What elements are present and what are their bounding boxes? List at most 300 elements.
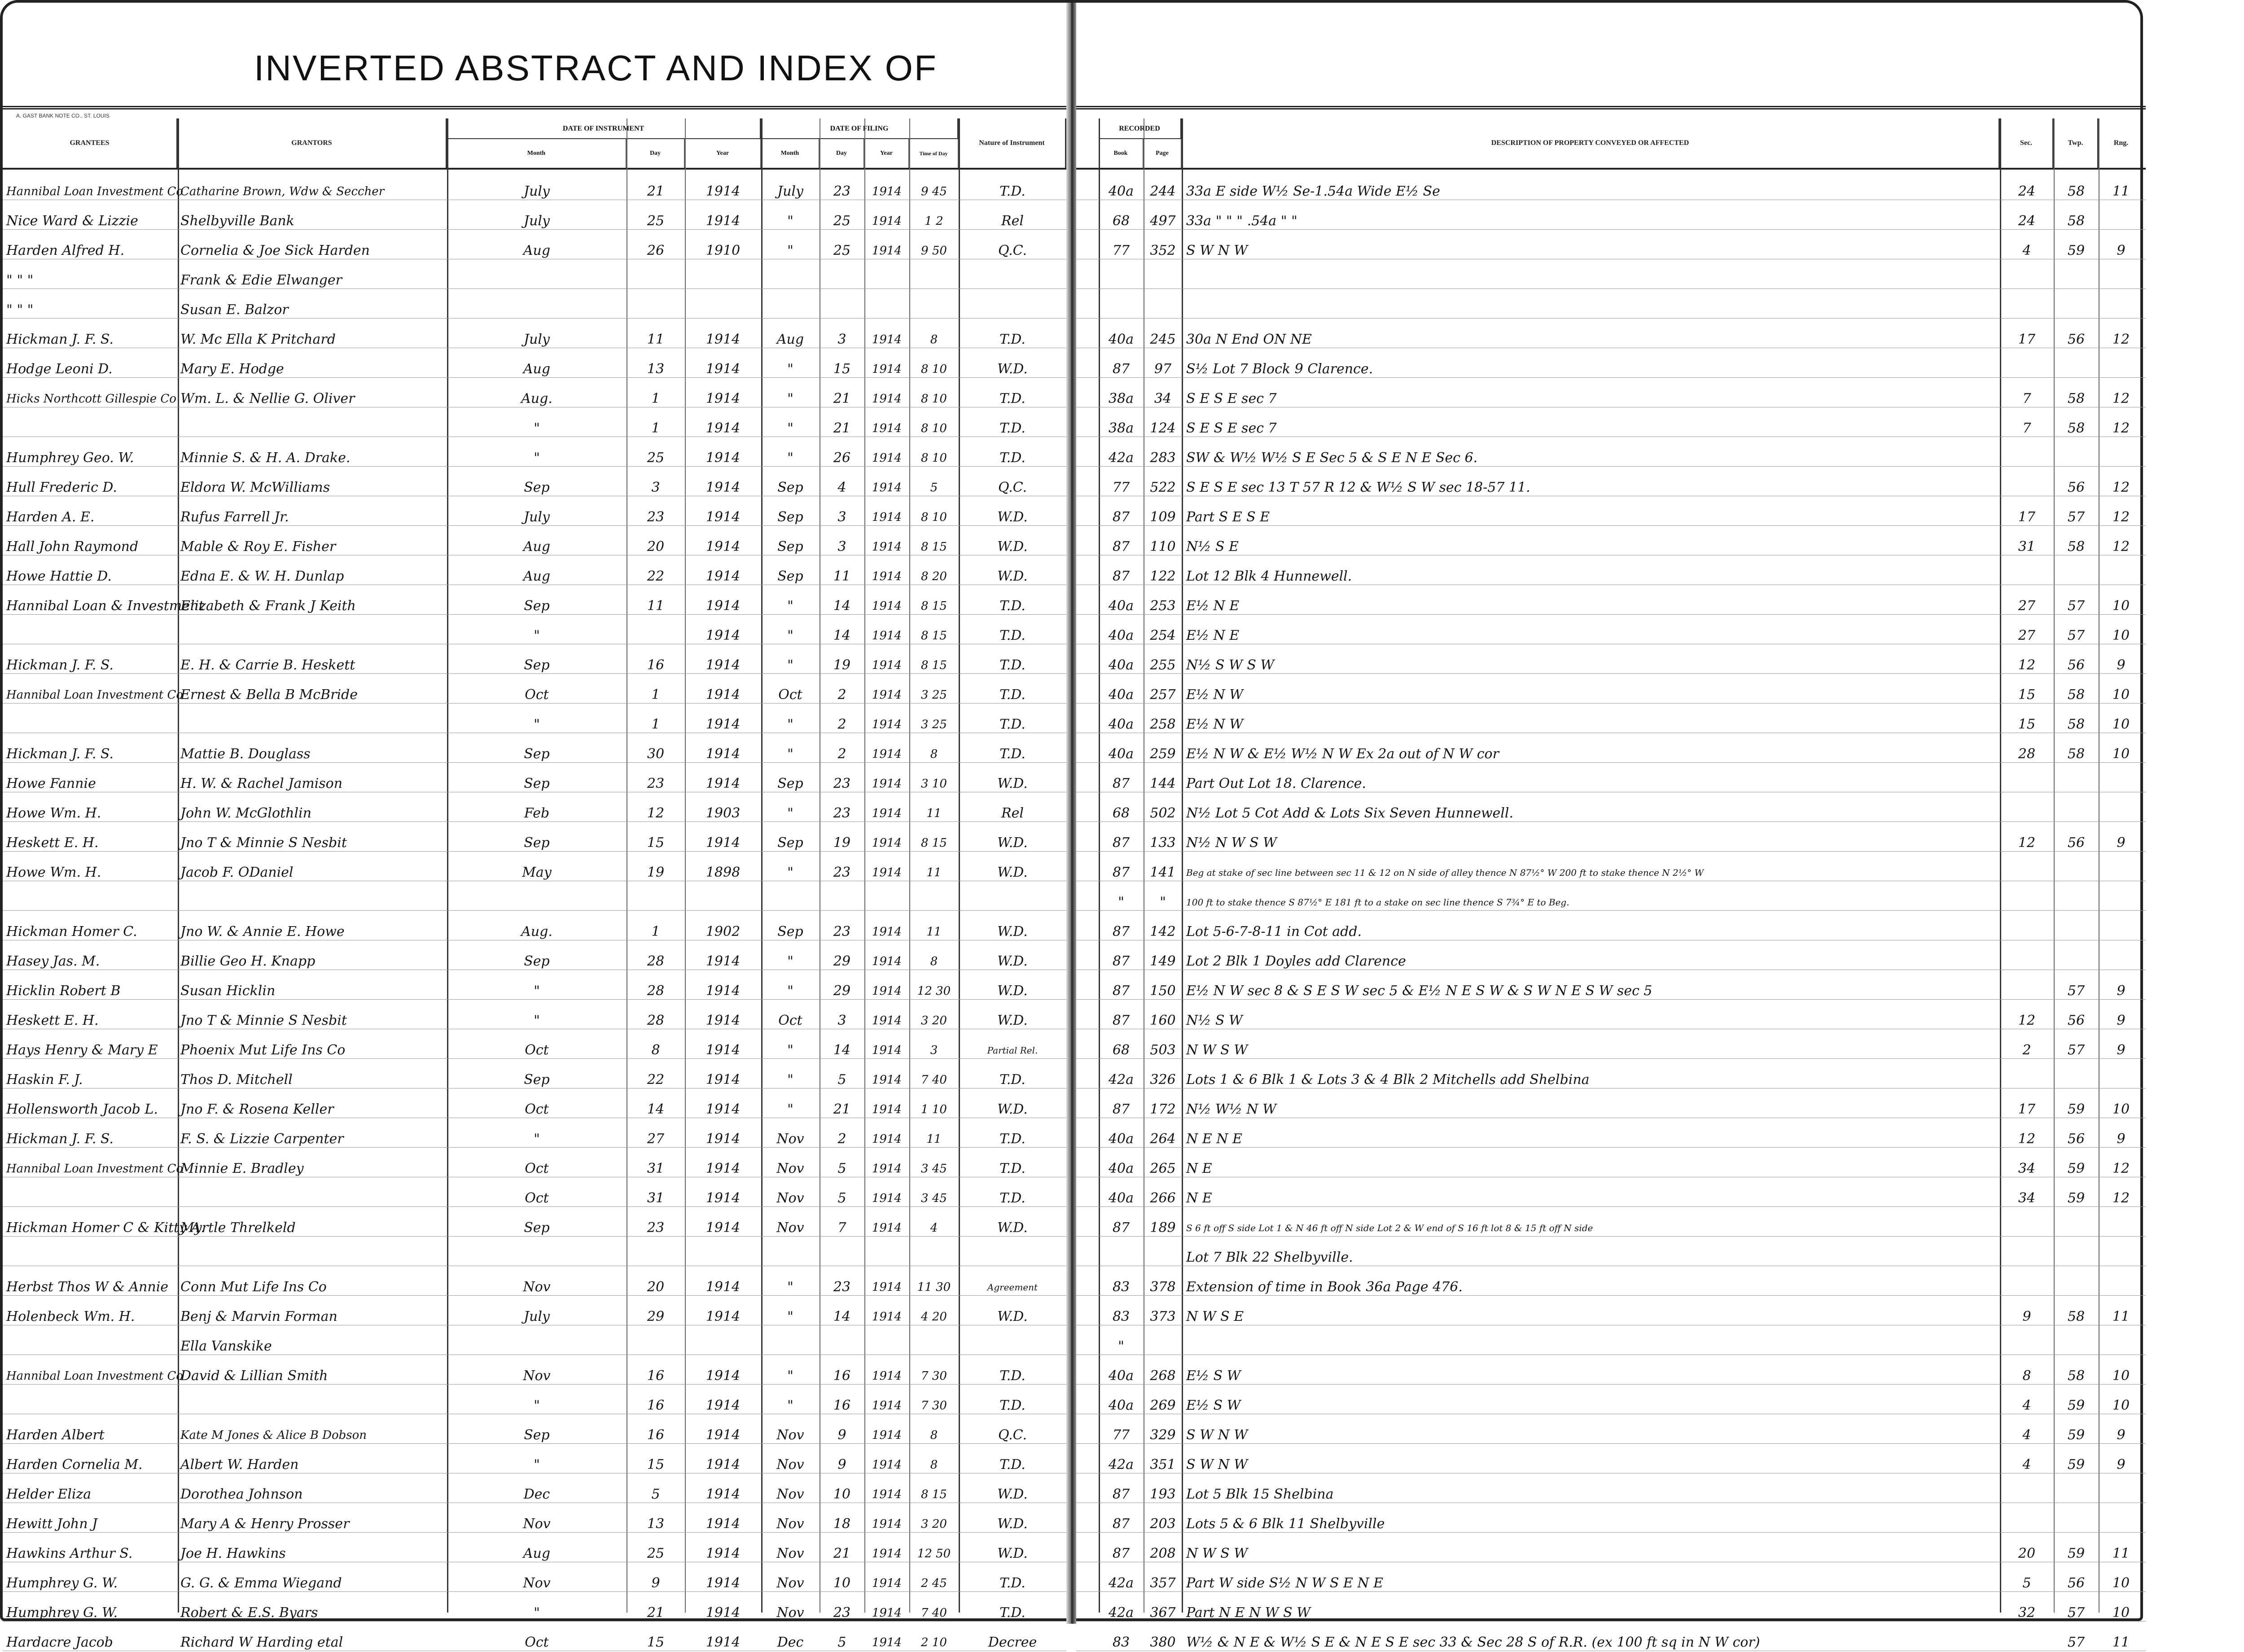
section: 27 [2018,628,2036,643]
table-row [1076,567,2146,585]
filing-month: " [787,657,793,673]
grantor-cell: Minnie E. Bradley [180,1161,304,1176]
filing-time: 12 30 [917,984,951,998]
table-row [3,1604,1066,1621]
instrument-month: " [534,1131,540,1147]
instrument-day: 9 [651,1575,660,1591]
nature-of-instrument: Decree [988,1635,1037,1650]
township: 56 [2067,1131,2085,1147]
table-row [1076,182,2146,200]
right-page-header [1076,3,2146,109]
range: 10 [2112,687,2130,703]
grantee-cell: Humphrey G. W. [6,1575,118,1591]
recorded-book: 87 [1112,361,1130,377]
filing-month: " [787,717,793,732]
instrument-day: 19 [647,865,665,880]
filing-year: 1914 [872,185,902,198]
range: 9 [2117,657,2126,673]
township: 59 [2067,1161,2085,1176]
property-description: S W N W [1186,243,1248,258]
nature-of-instrument: T.D. [999,1398,1026,1413]
filing-day: 23 [833,776,851,791]
property-description: S E S E sec 7 [1186,391,1277,406]
filing-time: 3 20 [921,1014,947,1027]
grantor-cell [180,1189,445,1207]
table-row [3,686,1066,704]
nature-of-instrument: W.D. [997,539,1028,555]
instrument-day: 22 [647,568,665,584]
table-row [3,1544,1066,1562]
township [2055,952,2098,970]
table-row [1076,1159,2146,1177]
filing-time: 8 10 [921,451,947,465]
recorded-book: 40a [1108,657,1134,673]
recorded-book [1100,1248,1143,1266]
recorded-book: 68 [1112,213,1130,229]
township: 59 [2067,1190,2085,1206]
filing-year: 1914 [872,570,902,583]
property-description: E½ N W sec 8 & S E S W sec 5 & E½ N E S W & S W N E S W sec 5 [1186,983,1652,999]
sec-header: Sec. [2000,118,2054,168]
grantor-cell [180,626,445,644]
property-description: Part W side S½ N W S E N E [1186,1575,1384,1591]
filing-year: 1914 [872,599,902,613]
grantee-cell: Harden Albert [6,1427,105,1443]
table-row [3,241,1066,259]
recorded-book: 40a [1108,184,1134,199]
filing-day: 29 [833,983,851,999]
table-row [3,538,1066,555]
range: 10 [2112,717,2130,732]
grantor-cell: G. G. & Emma Wiegand [180,1575,342,1591]
instrument-day: 15 [647,1635,665,1650]
grantee-cell: " " " [6,272,34,288]
grantor-cell: H. W. & Rachel Jamison [180,776,343,791]
instrument-day: 1 [651,687,660,703]
recorded-page: 378 [1150,1279,1176,1295]
filing-day [820,1337,863,1355]
table-row [3,1011,1066,1029]
grantee-cell: Hickman J. F. S. [6,332,114,347]
table-row [3,952,1066,970]
filing-time: 1 10 [921,1103,947,1116]
instrument-day: 26 [647,243,665,258]
filing-time: 1 2 [925,214,943,228]
instrument-month: Sep [524,746,550,762]
table-row [3,1041,1066,1059]
table-row [3,1071,1066,1088]
section [2001,567,2053,585]
grantee-cell: Hawkins Arthur S. [6,1546,133,1561]
filing-day: 5 [837,1161,846,1176]
range: 10 [2112,1368,2130,1384]
filing-year: 1914 [872,718,902,731]
instrument-year: 1914 [706,568,741,584]
range [2099,893,2143,911]
table-row [1076,745,2146,763]
recorded-book: 40a [1108,332,1134,347]
table-row [3,360,1066,378]
recorded-page: 142 [1150,924,1176,940]
nature-of-instrument: T.D. [999,598,1026,614]
table-row [3,1248,1066,1266]
nature-of-instrument: W.D. [997,1546,1028,1561]
table-row [1076,1041,2146,1059]
property-description: 33a " " " .54a " " [1186,213,1297,229]
table-row [3,508,1066,526]
filing-month: " [787,805,793,821]
property-description: N½ W½ N W [1186,1101,1276,1117]
section: 28 [2018,746,2036,762]
filing-year: 1914 [872,866,902,879]
grantor-cell [180,1396,445,1414]
range: 9 [2117,1427,2126,1443]
filing-month: " [787,983,793,999]
nature-of-instrument: W.D. [997,835,1028,851]
grantee-cell: Haskin F. J. [6,1072,83,1088]
instrument-year [686,1337,760,1355]
section: 34 [2018,1161,2036,1176]
property-description: N½ S W S W [1186,657,1275,673]
recorded-page: 329 [1150,1427,1176,1443]
grantor-cell: David & Lillian Smith [180,1368,328,1384]
property-description: E½ N E [1186,628,1240,643]
section: 12 [2018,1013,2036,1028]
filing-day: 9 [837,1457,846,1473]
recorded-book: 87 [1112,865,1130,880]
instrument-year: 1914 [706,1516,741,1532]
instrument-month: Sep [524,1427,550,1443]
recorded-page [1144,271,1181,289]
table-row [3,1515,1066,1533]
filing-day: 26 [833,450,851,466]
filing-time: 8 15 [921,599,947,613]
instrument-day: 25 [647,213,665,229]
grantee-cell: Hays Henry & Mary E [6,1042,158,1058]
instrument-month: " [534,450,540,466]
instrument-month: Nov [523,1516,551,1532]
filing-year: 1914 [872,244,902,258]
recorded-page: 110 [1150,539,1176,555]
table-row [1076,1633,2146,1651]
book-header: Book [1099,139,1144,168]
range: 9 [2117,1131,2126,1147]
township: 59 [2067,1546,2085,1561]
township: 58 [2067,717,2085,732]
instrument-day [627,1337,684,1355]
nature-of-instrument [960,893,1065,911]
grantee-cell: Hicks Northcott Gillespie Co [6,392,176,406]
township: 57 [2067,983,2085,999]
instrument-day: 27 [647,1131,665,1147]
filing-month: Dec [777,1635,804,1650]
instrument-month: Aug [523,1546,551,1561]
grantor-cell: Catharine Brown, Wdw & Seccher [180,185,385,198]
filing-day: 2 [837,687,846,703]
filing-month: Nov [776,1427,804,1443]
instrument-year: 1914 [706,1013,741,1028]
nature-of-instrument: W.D. [997,924,1028,940]
date-of-instrument-header: DATE OF INSTRUMENT [447,118,761,139]
filing-year: 1914 [872,333,902,346]
instrument-day: 3 [651,480,660,495]
township: 59 [2067,1101,2085,1117]
printer-imprint: A. GAST BANK NOTE CO., ST. LOUIS [16,113,110,119]
table-row [1076,1071,2146,1088]
property-description: Lot 5 Blk 15 Shelbina [1186,1486,1334,1502]
recorded-book: 87 [1112,1486,1130,1502]
grantee-cell: Hannibal Loan & Investment [6,598,204,614]
filing-day: 10 [833,1486,851,1502]
range: 10 [2112,746,2130,762]
recorded-book: 83 [1112,1309,1130,1324]
grantee-cell: Hull Frederic D. [6,480,117,495]
filing-time: 8 [930,1458,938,1472]
range: 12 [2112,1161,2130,1176]
section: 17 [2018,332,2036,347]
instrument-year: 1914 [706,717,741,732]
property-description: N½ S W [1186,1013,1243,1028]
table-row [3,478,1066,496]
property-description: S E S E sec 7 [1186,420,1277,436]
table-row [1076,1337,2146,1355]
recorded-book: " [1118,894,1124,910]
grantee-cell [6,1396,177,1414]
filing-day: 5 [837,1635,846,1650]
nature-of-instrument [960,271,1065,289]
recorded-book: 68 [1112,1042,1130,1058]
filing-year: 1914 [872,1281,902,1294]
filing-month [762,271,819,289]
recorded-page: 97 [1154,361,1172,377]
filing-day: 14 [833,1042,851,1058]
recorded-page: 245 [1150,332,1176,347]
table-row [1076,952,2146,970]
table-row [3,834,1066,852]
filing-month: " [787,953,793,969]
property-description: SW & W½ W½ S E Sec 5 & S E N E Sec 6. [1186,450,1478,466]
property-description: N E [1186,1161,1212,1176]
property-description: Lot 7 Blk 22 Shelbyville. [1186,1250,1353,1265]
section: 12 [2018,1131,2036,1147]
recorded-page: 193 [1150,1486,1176,1502]
filing-year: 1914 [872,511,902,524]
recorded-page [1144,1248,1181,1266]
filing-month: Nov [776,1516,804,1532]
township: 57 [2067,1042,2085,1058]
recorded-book: 40a [1108,687,1134,703]
grantor-cell: Jno F. & Rosena Keller [180,1101,334,1117]
range: 10 [2112,1575,2130,1591]
range [2099,301,2143,319]
grantor-cell: Ernest & Bella B McBride [180,687,358,703]
section: 17 [2018,1101,2036,1117]
grantor-cell: Mary E. Hodge [180,361,284,377]
section [2001,774,2053,792]
grantor-cell: Eldora W. McWilliams [180,480,330,495]
filing-month [762,301,819,319]
table-row [3,212,1066,230]
instrument-year: 1910 [706,243,741,258]
table-row [3,597,1066,615]
section [2001,1071,2053,1088]
grantor-cell: Wm. L. & Nellie G. Oliver [180,391,355,406]
recorded-book: 42a [1108,1072,1134,1088]
left-page-header [3,3,1066,109]
filing-year: 1914 [872,540,902,554]
filing-day: 19 [833,657,851,673]
table-row [3,1159,1066,1177]
instrument-month: Oct [525,1635,549,1650]
filing-time: 8 [930,747,938,761]
nature-header: Nature of Instrument [959,118,1066,168]
filing-month [762,893,819,911]
range [2099,804,2143,822]
recorded-book: 40a [1108,1161,1134,1176]
filing-month: Nov [776,1161,804,1176]
instrument-day: 21 [647,1605,665,1621]
instrument-month: Nov [523,1279,551,1295]
recorded-page: 124 [1150,420,1176,436]
instrument-year: 1914 [706,1190,741,1206]
recorded-page: 189 [1150,1220,1176,1236]
table-row [1076,1189,2146,1207]
instrument-year: 1898 [706,865,741,880]
nature-of-instrument: Agreement [987,1282,1038,1293]
grantor-cell: Benj & Marvin Forman [180,1309,337,1324]
filing-time: 3 25 [921,718,947,731]
instrument-day: 1 [651,420,660,436]
table-row [3,1574,1066,1592]
table-row [1076,1396,2146,1414]
filing-time: 3 [930,1044,938,1057]
section: 8 [2022,1368,2031,1384]
range: 9 [2117,835,2126,851]
township: 58 [2067,1368,2085,1384]
filing-time: 4 20 [921,1310,947,1324]
township: 57 [2067,1635,2085,1650]
instrument-year: 1914 [706,983,741,999]
filing-time: 8 [930,1429,938,1442]
table-row [1076,1130,2146,1148]
grantor-cell: Susan Hicklin [180,983,276,999]
recorded-page: 149 [1150,953,1176,969]
property-description: S 6 ft off S side Lot 1 & N 46 ft off N side Lot 2 & W end of S 16 ft lot 8 & 15 ft off N side [1186,1223,1593,1233]
grantor-cell [180,1248,445,1266]
filing-month: " [787,1101,793,1117]
instrument-month: Oct [525,1101,549,1117]
date-of-filing-header: DATE OF FILING [761,118,959,139]
instrument-year: 1914 [706,1131,741,1147]
nature-of-instrument: T.D. [999,1131,1026,1147]
filing-year: 1914 [872,392,902,406]
instrument-month: July [524,213,550,229]
grantor-cell: Myrtle Threlkeld [180,1220,296,1236]
filing-month: " [787,420,793,436]
township: 56 [2067,835,2085,851]
instrument-year [686,893,760,911]
filing-day: 14 [833,628,851,643]
grantee-cell: Hall John Raymond [6,539,139,555]
filing-time: 8 15 [921,836,947,850]
range: 11 [2112,1309,2130,1324]
instrument-month: July [524,509,550,525]
section [2001,1515,2053,1533]
filing-month: Sep [777,539,803,555]
township [2055,774,2098,792]
nature-of-instrument: T.D. [999,1072,1026,1088]
table-row [1076,1100,2146,1118]
nature-of-instrument: Q.C. [998,1427,1027,1443]
recorded-page: 380 [1150,1635,1176,1650]
table-row [3,1307,1066,1325]
grantor-cell: Robert & E.S. Byars [180,1605,318,1621]
instrument-month [449,301,624,319]
range [2099,567,2143,585]
filing-year: 1914 [872,1636,902,1649]
table-row [3,774,1066,792]
recorded-book: 40a [1108,598,1134,614]
township [2055,1219,2098,1237]
nature-of-instrument: W.D. [997,983,1028,999]
section [2001,804,2053,822]
section [2001,1485,2053,1503]
instrument-day: 13 [647,361,665,377]
recorded-book: 87 [1112,509,1130,525]
table-row [1076,360,2146,378]
township [2055,449,2098,467]
instrument-month: Oct [525,687,549,703]
filing-year: 1914 [872,1221,902,1235]
grantee-cell: Nice Ward & Lizzie [6,213,138,229]
filing-year: 1914 [872,422,902,435]
filing-year: 1914 [872,1429,902,1442]
property-description: Lot 12 Blk 4 Hunnewell. [1186,568,1352,584]
recorded-page: 133 [1150,835,1176,851]
instrument-year: 1914 [706,1101,741,1117]
instrument-year: 1914 [706,1042,741,1058]
instrument-day: 28 [647,953,665,969]
recorded-page: 255 [1150,657,1176,673]
section: 2 [2022,1042,2031,1058]
description-header: DESCRIPTION OF PROPERTY CONVEYED OR AFFECTED [1182,118,2000,168]
grantors-header: GRANTORS [178,118,447,168]
filing-year: 1914 [872,1547,902,1560]
section: 24 [2018,213,2036,229]
section: 12 [2018,657,2036,673]
instrument-month [449,1248,624,1266]
property-description: E½ N W & E½ W½ N W Ex 2a out of N W cor [1186,746,1499,762]
recorded-book: 40a [1108,746,1134,762]
book-gutter [1066,3,1076,1624]
range [2099,774,2143,792]
nature-of-instrument: W.D. [997,865,1028,880]
range: 12 [2112,509,2130,525]
table-row [3,804,1066,822]
filing-day: 23 [833,865,851,880]
table-row [1076,1455,2146,1473]
section [2001,893,2053,911]
filing-year: 1914 [872,1044,902,1057]
filing-time: 7 40 [921,1606,947,1620]
grantee-cell: Hicklin Robert B [6,983,121,999]
table-row [3,1130,1066,1148]
filing-day [820,893,863,911]
property-description: E½ S W [1186,1398,1241,1413]
filing-day: 4 [837,480,846,495]
filing-time: 11 [926,925,942,939]
grantor-cell [180,893,445,911]
